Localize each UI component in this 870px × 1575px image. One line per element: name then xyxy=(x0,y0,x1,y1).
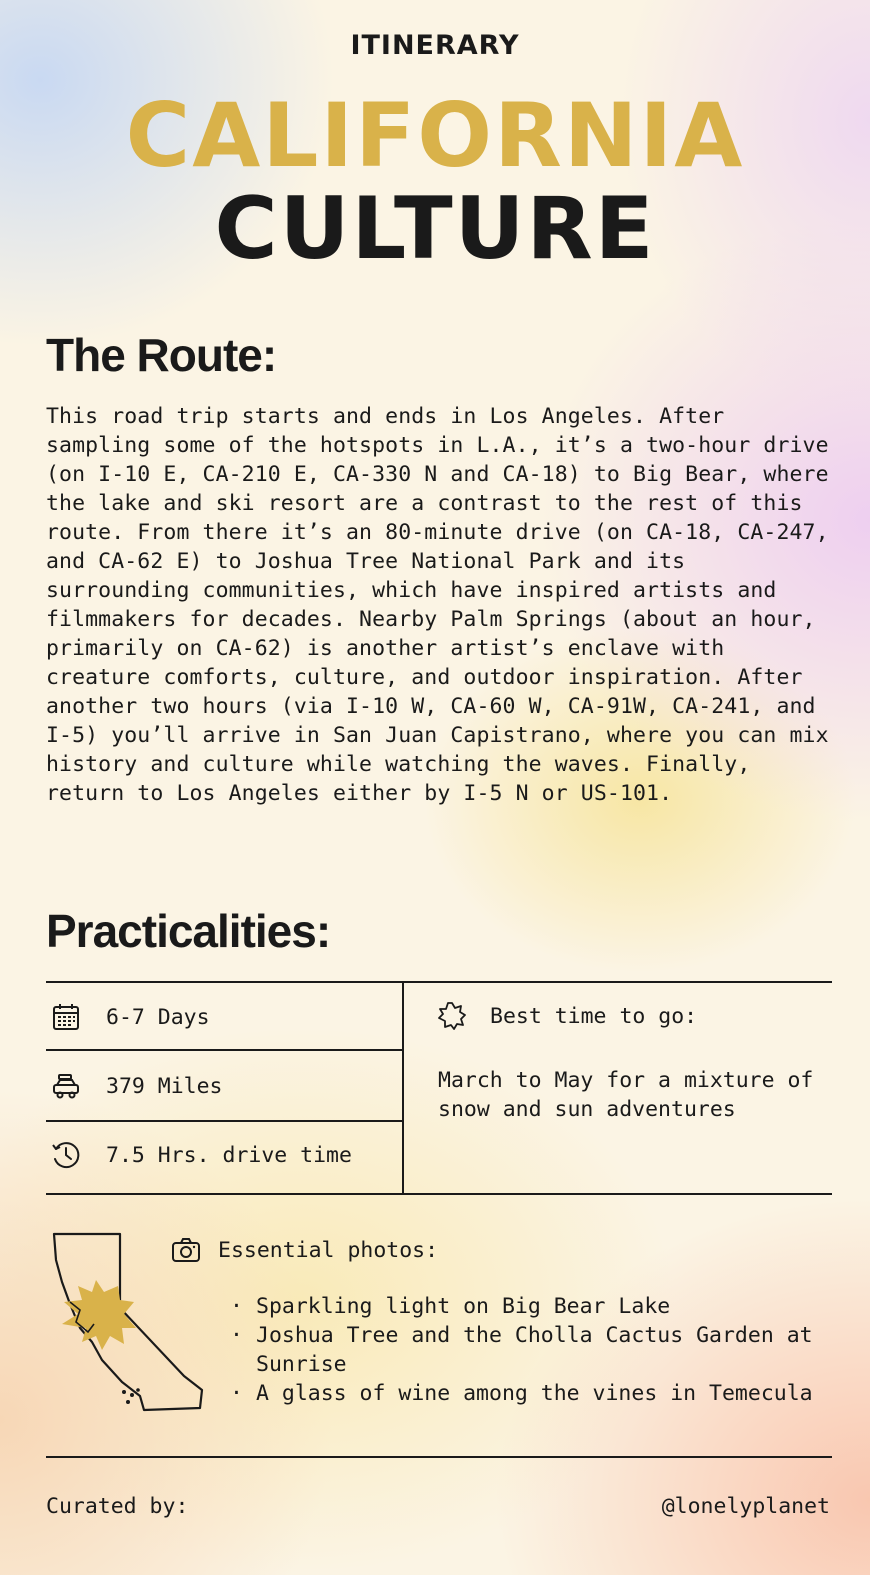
stat-miles-label: 379 Miles xyxy=(106,1073,223,1099)
list-item: · Joshua Tree and the Cholla Cactus Garden at Sunrise xyxy=(226,1321,836,1379)
divider-bottom xyxy=(46,1456,832,1458)
camera-icon xyxy=(170,1234,202,1266)
essential-photos-label: Essential photos: xyxy=(218,1237,439,1263)
practicalities-heading: Practicalities: xyxy=(46,905,331,957)
calendar-icon xyxy=(50,1001,82,1033)
best-time-heading xyxy=(436,1000,697,1032)
title-california: CALIFORNIA xyxy=(125,84,745,187)
stat-drive-time-label: 7.5 Hrs. drive time xyxy=(106,1142,352,1168)
best-time-text: March to May for a mixture of snow and sun adventures xyxy=(438,1068,814,1122)
car-icon xyxy=(50,1070,82,1102)
sun-badge-icon xyxy=(436,1000,468,1032)
stat-miles xyxy=(50,1066,223,1106)
route-description: This road trip starts and ends in Los Angeles. After sampling some of the hotspots in L.A., it’s a two-hour drive (on I-10 E, CA-210 E, CA-330 N and CA-18) to Big Bear, where the lake and ski resort are a contrast to the rest of this route. From there it’s an 80-minute drive (on CA-18, CA-247, and CA-62 E) to Joshua Tree National Park and its surrounding communities, which have inspired artists and filmmakers for decades. Nearby Palm Springs (about an hour, primarily on CA-62) is another artist’s enclave with creature comforts, culture, and outdoor inspiration. After another two hours (via I-10 W, CA-60 W, CA-91W, CA-241, and I-5) you’ll arrive in San Juan Capistrano, where you can mix history and culture while watching the waves. Finally, return to Los Angeles either by I-5 N or US-101. xyxy=(46,404,829,806)
essential-photos-heading xyxy=(170,1234,438,1266)
divider-mid xyxy=(46,1193,832,1195)
clock-history-icon xyxy=(50,1139,82,1171)
stat-days-label: 6-7 Days xyxy=(106,1004,210,1030)
route-heading: The Route: xyxy=(46,329,277,381)
divider-top xyxy=(46,981,832,983)
title-culture: CULTURE xyxy=(214,179,656,279)
divider-vertical xyxy=(402,982,404,1194)
curated-by-label: Curated by: xyxy=(46,1494,189,1519)
photo-list xyxy=(226,1292,836,1408)
list-item: · A glass of wine among the vines in Temecula xyxy=(226,1379,836,1408)
list-item: · Sparkling light on Big Bear Lake xyxy=(226,1292,836,1321)
kicker-label: ITINERARY xyxy=(350,30,520,61)
curator-handle: @lonelyplanet xyxy=(661,1494,830,1519)
stat-days xyxy=(50,997,210,1037)
divider-cell-1 xyxy=(46,1049,402,1051)
best-time-label: Best time to go: xyxy=(490,1003,698,1029)
divider-cell-2 xyxy=(46,1120,402,1122)
stat-drive-time xyxy=(50,1135,352,1175)
